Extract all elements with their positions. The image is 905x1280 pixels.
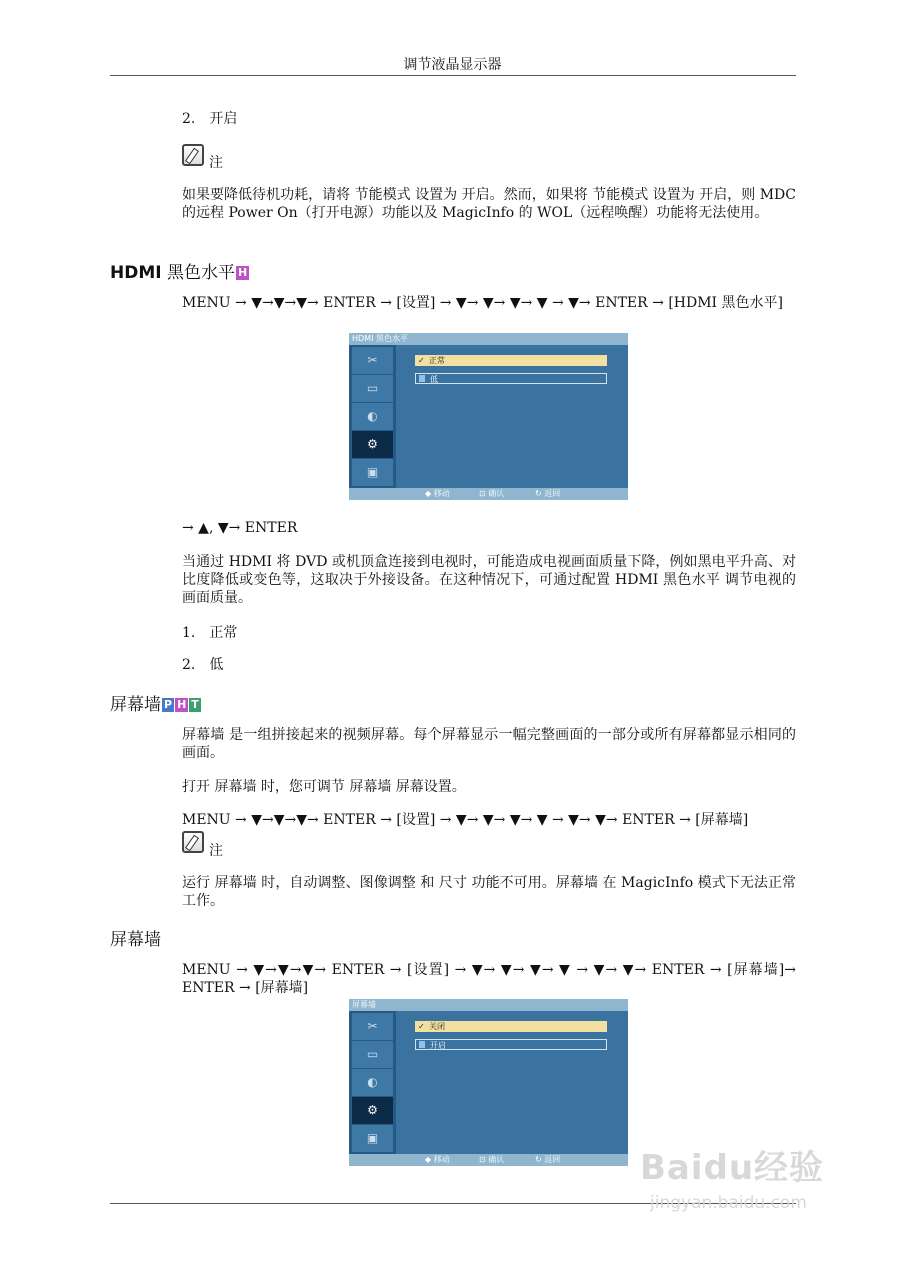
wall2-heading: 屏幕墙 — [110, 930, 161, 950]
osd-option-normal[interactable] — [415, 355, 607, 366]
hdmi-heading-bold: HDMI — [110, 263, 162, 283]
badge-h: H — [238, 266, 248, 279]
wall-osd-menu — [349, 999, 628, 1166]
osd-title: HDMI 黑色水平 — [349, 333, 628, 345]
osd-option-label: 开启 — [430, 1041, 446, 1050]
hdmi-osd-menu — [349, 333, 628, 500]
note-icon — [182, 144, 204, 166]
hdmi-nav-keys: → ▲, ▼→ ENTER — [182, 520, 298, 536]
note-label: 注 — [209, 843, 223, 859]
wall2-menu-path: MENU → ▼→▼→▼→ ENTER → [设置] → ▼→ ▼→ ▼→ ▼ → ▼→ ▼→ ENTER → [屏幕墙]→ ENTER → [屏幕墙] — [182, 962, 796, 996]
hdmi-heading-rest: 黑色水平 — [161, 263, 235, 283]
osd-title: 屏幕墙 — [349, 999, 628, 1011]
nav-return: ↻ 返回 — [535, 489, 561, 498]
note-icon — [182, 831, 204, 853]
list-item-normal: 1. 正常 — [182, 625, 238, 641]
watermark-logo: Baidu经验 — [640, 1148, 825, 1188]
check-icon: ✓ — [418, 356, 425, 365]
badge-p: P — [164, 698, 173, 711]
check-icon: ✓ — [418, 1022, 425, 1031]
note-text: 如果要降低待机功耗，请将 节能模式 设置为 开启。然而，如果将 节能模式 设置为 开启，则 MDC 的远程 Power On（打开电源）功能以及 MagicInfo 的 WOL（远程唤醒）功能将无法使用。 — [182, 187, 796, 221]
picture-icon[interactable]: ✂ — [352, 1013, 393, 1040]
input-icon[interactable]: ▣ — [352, 459, 393, 486]
osd-option-off[interactable] — [415, 1021, 607, 1032]
input-icon[interactable]: ▣ — [352, 1125, 393, 1152]
gear-icon[interactable]: ⚙ — [352, 1097, 393, 1124]
osd-sidebar — [349, 1011, 396, 1154]
page-header-title: 调节液晶显示器 — [403, 57, 502, 73]
nav-enter: ⊡ 确认 — [479, 1155, 505, 1164]
wall-description: 屏幕墙 是一组拼接起来的视频屏幕。每个屏幕显示一幅完整画面的一部分或所有屏幕都显示相同的画面。 — [182, 727, 796, 761]
wall-heading-text: 屏幕墙 — [110, 695, 161, 715]
setup-icon[interactable]: ◐ — [352, 403, 393, 430]
nav-move: ◆ 移动 — [425, 1155, 450, 1164]
osd-footer — [349, 1154, 628, 1166]
list-item-low: 2. 低 — [182, 657, 224, 673]
osd-sidebar — [349, 345, 396, 488]
osd-footer — [349, 488, 628, 500]
badge-t: T — [191, 698, 199, 711]
radio-icon — [419, 375, 425, 382]
hdmi-menu-path: MENU → ▼→▼→▼→ ENTER → [设置] → ▼→ ▼→ ▼→ ▼ → ▼→ ENTER → [HDMI 黑色水平] — [182, 295, 783, 311]
wall-heading — [110, 690, 201, 715]
radio-icon — [419, 1041, 425, 1048]
nav-move: ◆ 移动 — [425, 489, 450, 498]
nav-enter: ⊡ 确认 — [479, 489, 505, 498]
baidu-watermark — [640, 1140, 824, 1213]
note-label: 注 — [209, 155, 223, 171]
osd-option-low[interactable] — [415, 373, 607, 384]
watermark-url: jingyan.baidu.com — [650, 1193, 807, 1213]
list-item-on: 2. 开启 — [182, 111, 238, 127]
picture-icon[interactable]: ✂ — [352, 347, 393, 374]
hdmi-description: 当通过 HDMI 将 DVD 或机顶盒连接到电视时，可能造成电视画面质量下降，例如黑电平升高、对比度降低或变色等，这取决于外接设备。在这种情况下，可通过配置 HDMI 黑色水平 调节电视的画面质量。 — [182, 554, 796, 606]
wall-menu-path: MENU → ▼→▼→▼→ ENTER → [设置] → ▼→ ▼→ ▼→ ▼ → ▼→ ▼→ ENTER → [屏幕墙] — [182, 812, 749, 828]
sound-icon[interactable]: ▭ — [352, 375, 393, 402]
osd-option-label: 低 — [430, 375, 438, 384]
sound-icon[interactable]: ▭ — [352, 1041, 393, 1068]
gear-icon[interactable]: ⚙ — [352, 431, 393, 458]
osd-option-label: 关闭 — [429, 1022, 445, 1031]
wall-description-2: 打开 屏幕墙 时，您可调节 屏幕墙 屏幕设置。 — [182, 779, 466, 795]
osd-option-on[interactable] — [415, 1039, 607, 1050]
setup-icon[interactable]: ◐ — [352, 1069, 393, 1096]
osd-option-label: 正常 — [429, 356, 445, 365]
badge-h: H — [177, 698, 187, 711]
wall-note-text: 运行 屏幕墙 时，自动调整、图像调整 和 尺寸 功能不可用。屏幕墙 在 MagicInfo 模式下无法正常工作。 — [182, 875, 796, 909]
hdmi-heading — [110, 258, 249, 283]
nav-return: ↻ 返回 — [535, 1155, 561, 1164]
header-rule — [110, 75, 796, 76]
